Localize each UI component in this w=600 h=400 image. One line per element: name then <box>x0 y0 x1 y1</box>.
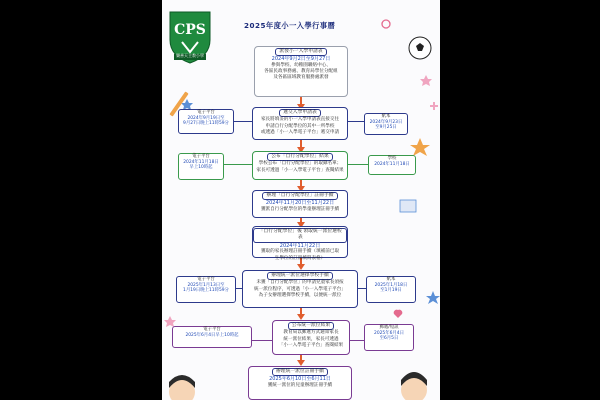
page-title: 2025年度小一入學行事曆 <box>244 21 336 30</box>
side-label: 電子平台 <box>197 277 215 282</box>
side-label: 郵遞/短訊 <box>379 325 399 330</box>
logo-school-name: 樂善天主教小學 <box>176 53 204 58</box>
step-heading: 公布統一派位結果 <box>288 322 334 330</box>
side-school-results <box>368 155 416 175</box>
step-submit-application <box>252 107 348 140</box>
connector-line <box>350 340 364 341</box>
step-text: 「小一入學電子平台」查閱結果 <box>278 342 344 348</box>
plus-icon <box>430 102 438 110</box>
step-discretionary-registration <box>252 190 348 218</box>
step-text: 統一派位結果，家長可透過 <box>283 336 339 342</box>
step-text: 獲統一派位的兒童辦理註冊手續 <box>267 383 333 388</box>
side-text: 至6月5日 <box>379 336 399 342</box>
step-text: 各區民政事務處、教育局學位分配組 <box>264 69 338 75</box>
step-text: 為子女辦理選擇學校手續，以便統一派位 <box>258 292 342 298</box>
side-label: 電子平台 <box>203 327 221 332</box>
side-label: 學校 <box>387 156 397 161</box>
side-label: 電子平台 <box>192 154 210 159</box>
side-text: 2025年6月4日 <box>374 330 404 336</box>
step-text: 或透過「小一入學電子平台」遞交申請 <box>260 129 340 135</box>
step-heading: 辦理統一派位選擇學校手續 <box>267 272 333 280</box>
side-text: 1月19日晚上11時59分 <box>183 288 229 294</box>
step-central-results <box>272 320 350 355</box>
step-central-registration <box>248 366 352 400</box>
side-text: 9月27日晚上11時59分 <box>183 121 229 127</box>
step-text: 申請自行分配學位的其中一所學校 <box>265 123 335 129</box>
side-label: 紙本 <box>381 114 391 119</box>
school-logo <box>168 8 212 64</box>
side-mail-sms-central <box>364 324 414 351</box>
step-text: 參與學校、幼稚園聯絡中心、 <box>271 63 331 68</box>
step-date: 2024年11月20日至11月22日 <box>265 200 335 207</box>
step-central-school-choice <box>242 270 358 308</box>
side-paper-submit <box>364 113 408 135</box>
side-eplatform-results <box>178 153 224 180</box>
side-eplatform-submit <box>178 109 234 134</box>
soccer-ball-icon <box>409 37 431 59</box>
calendar-poster <box>162 0 440 400</box>
step-text: 及各區區域教育服務處派發 <box>273 75 329 81</box>
side-text: 2024年11月18日 <box>374 161 410 167</box>
side-label: 電子平台 <box>197 110 215 115</box>
step-discretionary-results <box>252 151 348 180</box>
connector-line <box>252 340 272 341</box>
step-heading: 辦理「自行分配學位」註冊手續 <box>262 192 337 200</box>
step-text: 未獲「自行分配學位」的申請兒童家長須按 <box>256 280 344 286</box>
side-text: 至9月25日 <box>375 125 397 131</box>
side-eplatform-choice <box>176 276 236 303</box>
side-text: 2024年11月18日 <box>183 159 219 165</box>
step-date: 2025年6月10日至6月11日 <box>269 376 331 383</box>
side-text: 2025年6月4日早上10時起 <box>185 332 239 338</box>
side-text: 早上10時起 <box>189 165 213 171</box>
step-text: 獲取的家長辦理註冊手續（填補前已取 <box>260 249 340 255</box>
side-text: 2024年9月23日 <box>369 119 403 125</box>
step-heading: 辦理統一派位註冊手續 <box>272 368 328 376</box>
step-heading: 「自行分配學位」後 領取統一派位選校表 <box>253 228 347 243</box>
step-text: 學校公布「自行分配學位」的取錄名單； <box>258 161 342 167</box>
step-date: 2024年9月2日至9月27日 <box>271 56 331 63</box>
step-text: 教育局以郵遞方式通知家長 <box>283 330 339 336</box>
book-icon <box>400 200 416 212</box>
side-eplatform-central <box>172 326 252 348</box>
step-text: 家長可透過「小一入學電子平台」查閱結果 <box>256 167 344 173</box>
star-icon <box>426 291 440 304</box>
star-icon <box>410 138 430 156</box>
heart-icon <box>394 310 403 318</box>
step-heading: 遞交入學申請表 <box>279 109 321 117</box>
connector-line <box>348 164 368 165</box>
step-central-choice-form <box>252 226 348 261</box>
connector-line <box>222 164 252 165</box>
step-text: 家長將填妥的小一入學申請表直接交往 <box>260 117 340 123</box>
sparkle-icon <box>382 20 390 28</box>
step-heading: 派發小一入學申請表 <box>275 48 326 56</box>
side-paper-choice <box>366 276 416 303</box>
side-text: 2024年9月19日至 <box>187 115 225 121</box>
step-date: 2024年11月22日 <box>279 242 321 249</box>
step-text: 獲派自行分配學位的學童辦理註冊手續 <box>260 207 340 212</box>
step-apply-form-distribution <box>254 46 348 97</box>
step-heading: 公布「自行分配學位」結果 <box>267 153 333 161</box>
step-text: 統一派位程序，可透過「小一入學電子平台」 <box>254 286 346 292</box>
connector-line <box>358 288 366 289</box>
step-text: 生學位的註冊填寫表格） <box>274 255 326 261</box>
side-label: 紙本 <box>386 277 396 282</box>
side-text: 至1月19日 <box>380 288 402 294</box>
connector-line <box>348 121 364 122</box>
logo-letters: CPS <box>174 22 206 38</box>
side-text: 2025年1月13日至 <box>187 282 225 288</box>
side-text: 2025年1月18日 <box>374 282 408 288</box>
star-icon <box>420 75 432 86</box>
